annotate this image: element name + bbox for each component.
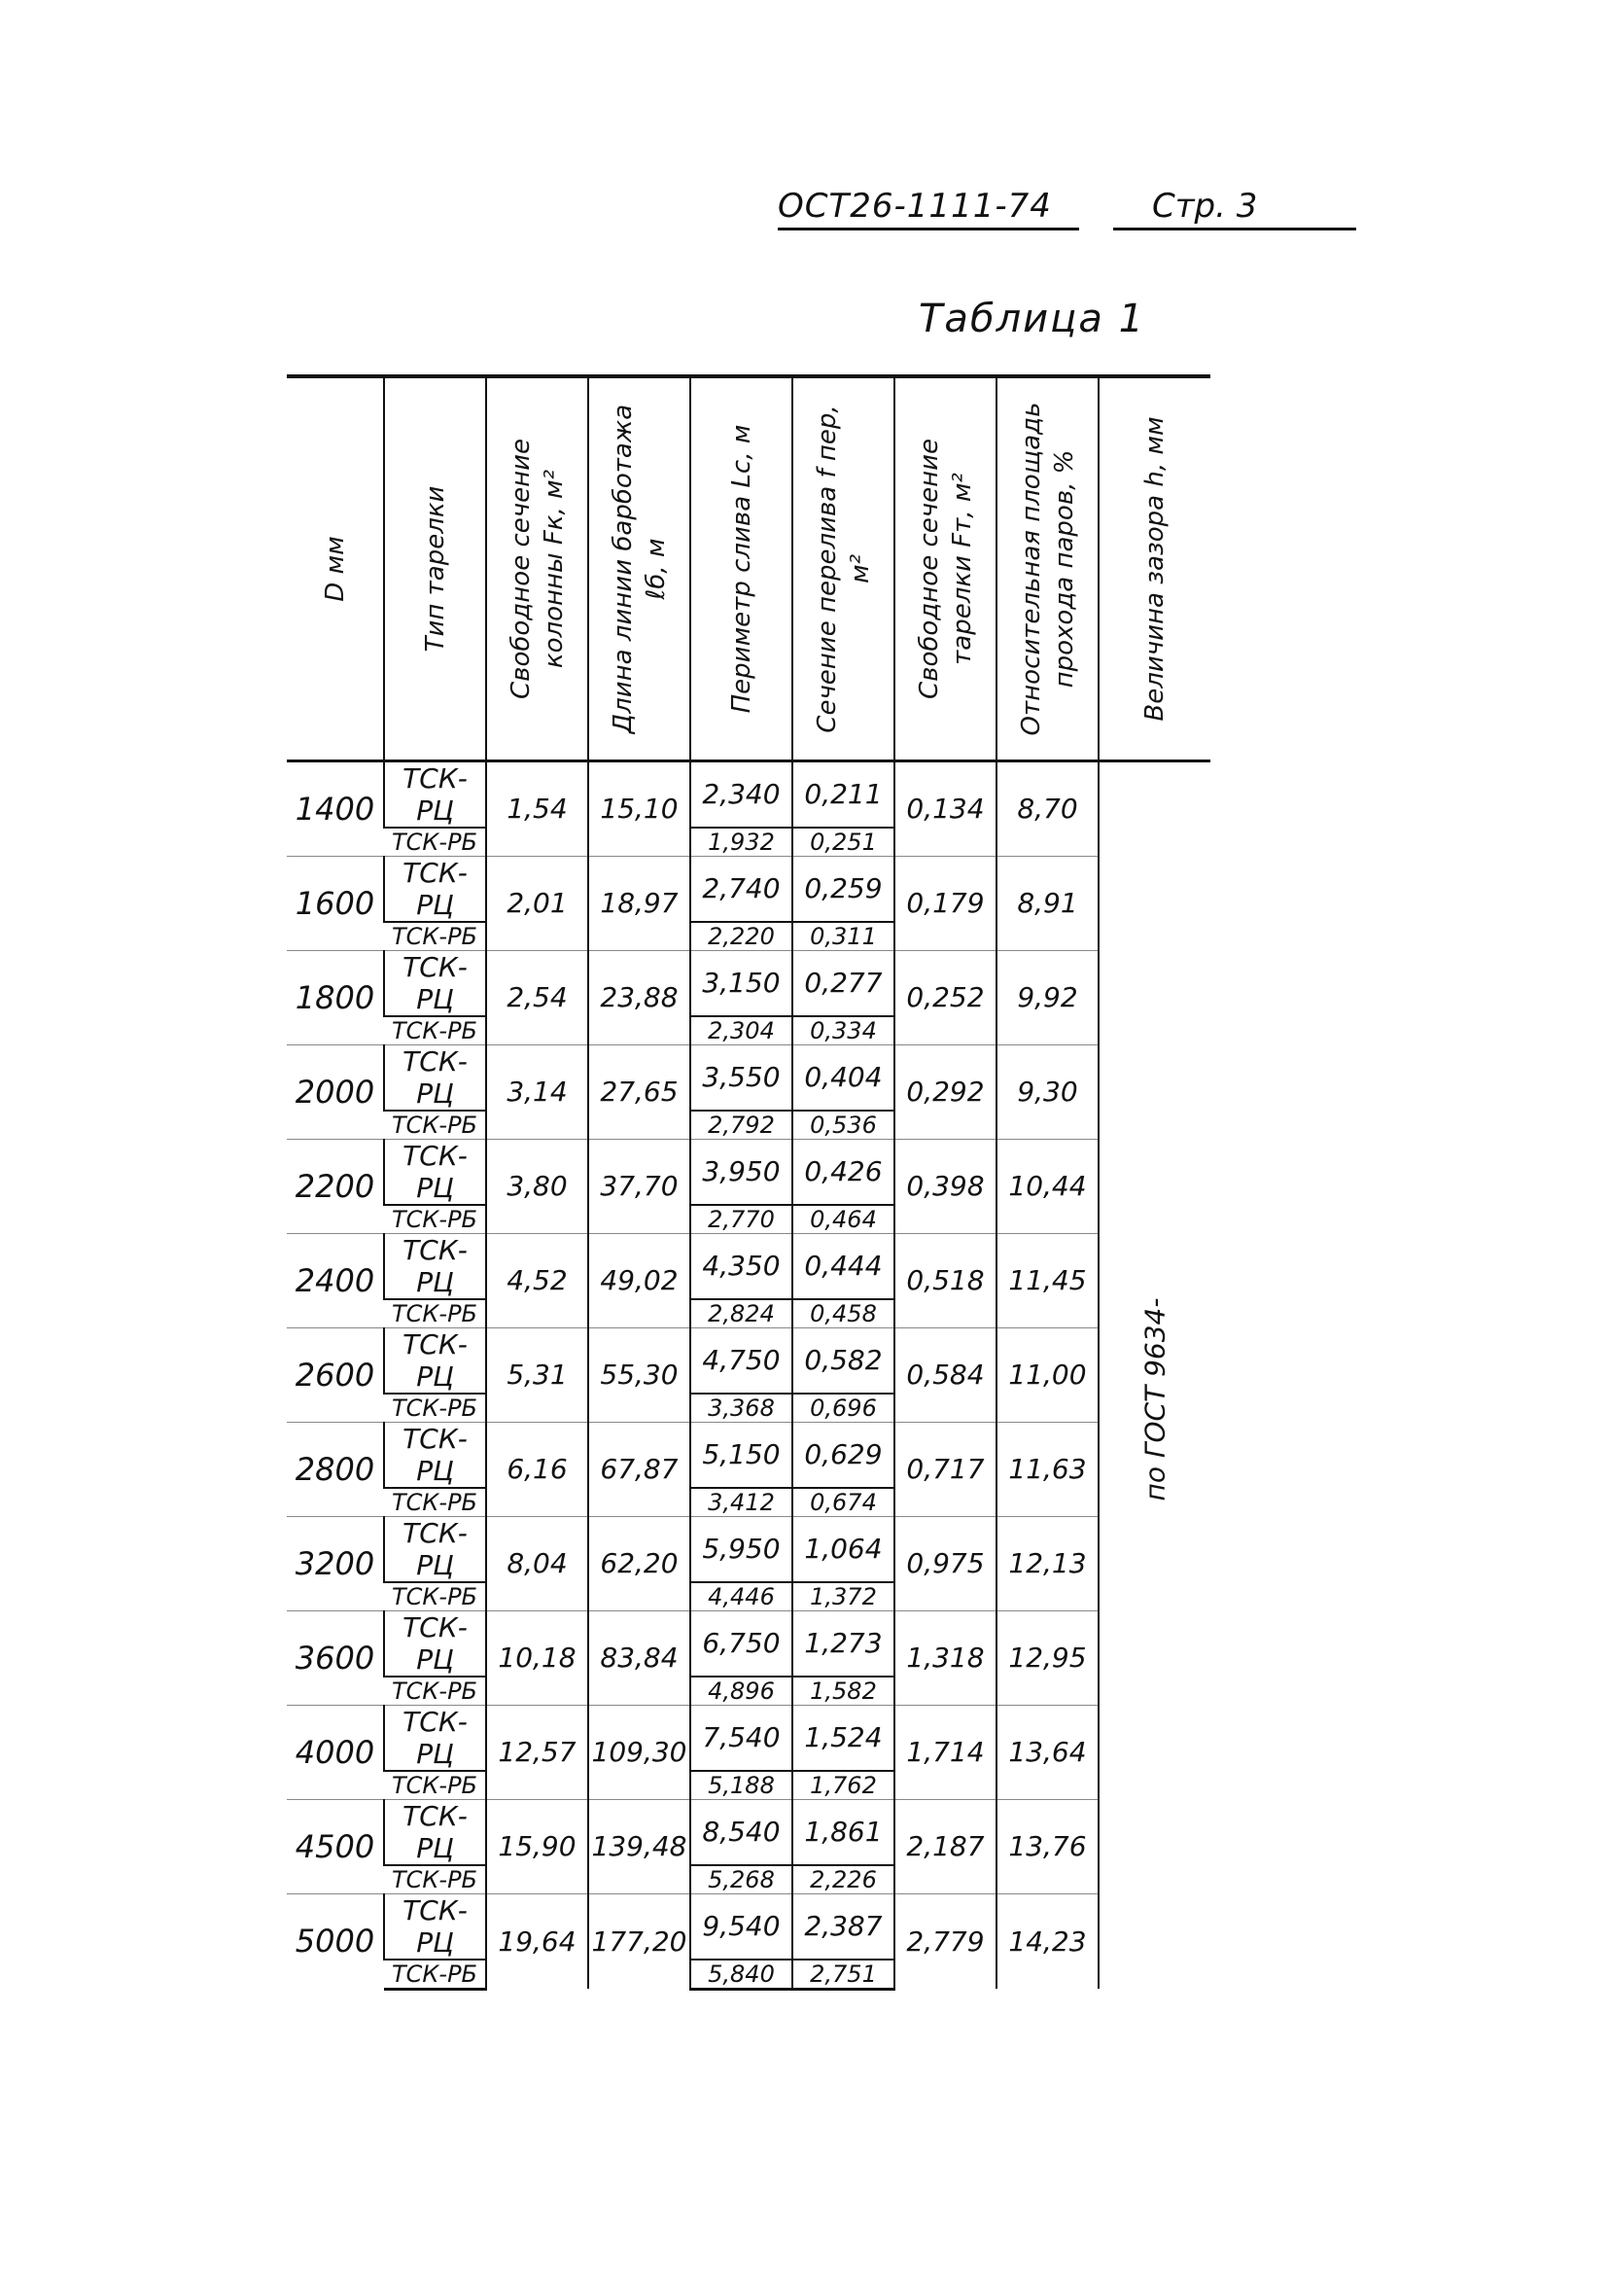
cell-diameter: 4000 — [287, 1705, 384, 1799]
cell-weir-perimeter: 3,950 — [690, 1139, 792, 1205]
table-row — [287, 856, 1210, 922]
cell-tray-section: 1,714 — [894, 1705, 996, 1799]
cell-diameter: 3600 — [287, 1610, 384, 1705]
cell-gap-note — [1099, 760, 1210, 1989]
col-header-weir-perimeter: Периметр слива Lс, м — [690, 376, 792, 760]
table-caption: Таблица 1 — [919, 297, 1146, 341]
cell-relative-area: 11,45 — [996, 1233, 1099, 1327]
cell-diameter: 2200 — [287, 1139, 384, 1233]
cell-tray-type: ТСК-РБ — [391, 1394, 478, 1422]
cell-tray-type: ТСК-РБ — [391, 1582, 478, 1610]
data-table — [287, 374, 1210, 1991]
cell-weir-perimeter: 8,540 — [690, 1799, 792, 1865]
cell-downcomer-section: 0,696 — [792, 1394, 894, 1423]
cell-downcomer-section: 0,334 — [792, 1016, 894, 1045]
cell-relative-area: 10,44 — [996, 1139, 1099, 1233]
table-row — [287, 1233, 1210, 1299]
cell-tray-type: ТСК-РЦ — [384, 1422, 486, 1488]
table-row — [287, 1893, 1210, 1960]
table-body — [287, 760, 1210, 1989]
cell-bubbling-line: 62,20 — [588, 1516, 690, 1610]
cell-downcomer-section: 2,226 — [792, 1865, 894, 1894]
cell-relative-area: 13,64 — [996, 1705, 1099, 1799]
cell-tray-type: ТСК-РЦ — [384, 1044, 486, 1111]
cell-tray-section: 0,134 — [894, 760, 996, 856]
cell-tray-type: ТСК-РБ — [391, 1771, 478, 1799]
cell-tray-type: ТСК-РЦ — [384, 1139, 486, 1205]
cell-tray-type: ТСК-РЦ — [384, 1327, 486, 1394]
cell-diameter: 2800 — [287, 1422, 384, 1516]
cell-diameter: 4500 — [287, 1799, 384, 1893]
cell-weir-perimeter: 5,188 — [690, 1771, 792, 1800]
cell-downcomer-section: 0,211 — [792, 760, 894, 828]
table-row — [287, 950, 1210, 1016]
cell-weir-perimeter: 3,412 — [690, 1488, 792, 1517]
cell-relative-area: 11,63 — [996, 1422, 1099, 1516]
col-header-bubbling-line: Длина линии барботажа ℓб, м — [588, 376, 690, 760]
col-header-downcomer-section: Сечение перелива f пер, м² — [792, 376, 894, 760]
cell-downcomer-section: 0,404 — [792, 1044, 894, 1111]
cell-tray-type: ТСК-РБ — [391, 1205, 478, 1233]
cell-weir-perimeter: 3,368 — [690, 1394, 792, 1423]
cell-column-section: 12,57 — [486, 1705, 588, 1799]
cell-weir-perimeter: 2,340 — [690, 760, 792, 828]
cell-relative-area: 14,23 — [996, 1893, 1099, 1989]
cell-weir-perimeter: 3,150 — [690, 950, 792, 1016]
cell-column-section: 19,64 — [486, 1893, 588, 1989]
cell-weir-perimeter: 4,896 — [690, 1677, 792, 1706]
table-row — [287, 1422, 1210, 1488]
cell-downcomer-section: 0,444 — [792, 1233, 894, 1299]
cell-tray-section: 0,975 — [894, 1516, 996, 1610]
cell-bubbling-line: 109,30 — [588, 1705, 690, 1799]
cell-downcomer-section: 2,751 — [792, 1960, 894, 1990]
cell-relative-area: 8,70 — [996, 760, 1099, 856]
gap-note-text: по ГОСТ 9634- — [1138, 1298, 1171, 1501]
cell-downcomer-section: 0,629 — [792, 1422, 894, 1488]
cell-weir-perimeter: 9,540 — [690, 1893, 792, 1960]
cell-downcomer-section: 0,251 — [792, 828, 894, 857]
cell-tray-type: ТСК-РЦ — [384, 760, 486, 828]
cell-bubbling-line: 23,88 — [588, 950, 690, 1044]
cell-tray-section: 0,252 — [894, 950, 996, 1044]
table-row — [287, 1610, 1210, 1677]
cell-tray-type: ТСК-РБ — [391, 1016, 478, 1044]
cell-bubbling-line: 67,87 — [588, 1422, 690, 1516]
cell-tray-type: ТСК-РБ — [391, 1111, 478, 1139]
cell-tray-type: ТСК-РЦ — [384, 950, 486, 1016]
cell-column-section: 15,90 — [486, 1799, 588, 1893]
cell-weir-perimeter: 2,824 — [690, 1299, 792, 1328]
document-code: ОСТ26-1111-74 — [778, 187, 1079, 230]
cell-bubbling-line: 55,30 — [588, 1327, 690, 1422]
cell-diameter: 3200 — [287, 1516, 384, 1610]
cell-diameter: 1600 — [287, 856, 384, 950]
page-number: Стр. 3 — [1113, 187, 1356, 230]
cell-downcomer-section: 0,259 — [792, 856, 894, 922]
cell-relative-area: 8,91 — [996, 856, 1099, 950]
cell-tray-type: ТСК-РБ — [391, 1488, 478, 1516]
cell-column-section: 4,52 — [486, 1233, 588, 1327]
cell-downcomer-section: 1,762 — [792, 1771, 894, 1800]
cell-bubbling-line: 15,10 — [588, 760, 690, 856]
cell-downcomer-section: 0,311 — [792, 922, 894, 951]
cell-column-section: 3,80 — [486, 1139, 588, 1233]
col-header-tray-type: Тип тарелки — [384, 376, 486, 760]
cell-column-section: 10,18 — [486, 1610, 588, 1705]
cell-downcomer-section: 0,277 — [792, 950, 894, 1016]
cell-downcomer-section: 1,064 — [792, 1516, 894, 1582]
cell-diameter: 1400 — [287, 760, 384, 856]
cell-tray-type: ТСК-РЦ — [384, 1610, 486, 1677]
cell-weir-perimeter: 1,932 — [690, 828, 792, 857]
cell-tray-type: ТСК-РЦ — [384, 1516, 486, 1582]
cell-diameter: 5000 — [287, 1893, 384, 1989]
cell-weir-perimeter: 2,770 — [690, 1205, 792, 1234]
cell-weir-perimeter: 4,750 — [690, 1327, 792, 1394]
col-header-diameter: D мм — [287, 376, 384, 760]
cell-weir-perimeter: 5,840 — [690, 1960, 792, 1990]
table-row — [287, 760, 1210, 828]
cell-bubbling-line: 18,97 — [588, 856, 690, 950]
cell-relative-area: 11,00 — [996, 1327, 1099, 1422]
cell-downcomer-section: 1,861 — [792, 1799, 894, 1865]
cell-weir-perimeter: 5,950 — [690, 1516, 792, 1582]
cell-tray-type: ТСК-РЦ — [384, 1893, 486, 1960]
cell-downcomer-section: 0,426 — [792, 1139, 894, 1205]
cell-weir-perimeter: 6,750 — [690, 1610, 792, 1677]
cell-tray-section: 1,318 — [894, 1610, 996, 1705]
cell-column-section: 1,54 — [486, 760, 588, 856]
table-row — [287, 1139, 1210, 1205]
cell-bubbling-line: 37,70 — [588, 1139, 690, 1233]
cell-downcomer-section: 0,458 — [792, 1299, 894, 1328]
cell-downcomer-section: 0,464 — [792, 1205, 894, 1234]
cell-relative-area: 12,13 — [996, 1516, 1099, 1610]
table-row — [287, 1705, 1210, 1771]
cell-tray-section: 2,187 — [894, 1799, 996, 1893]
cell-column-section: 2,01 — [486, 856, 588, 950]
cell-weir-perimeter: 4,350 — [690, 1233, 792, 1299]
cell-diameter: 2000 — [287, 1044, 384, 1139]
cell-downcomer-section: 1,372 — [792, 1582, 894, 1611]
cell-downcomer-section: 2,387 — [792, 1893, 894, 1960]
cell-downcomer-section: 1,524 — [792, 1705, 894, 1771]
cell-diameter: 1800 — [287, 950, 384, 1044]
cell-relative-area: 9,92 — [996, 950, 1099, 1044]
cell-column-section: 5,31 — [486, 1327, 588, 1422]
col-header-relative-area: Относительная площадь прохода паров, % — [996, 376, 1099, 760]
cell-tray-section: 0,717 — [894, 1422, 996, 1516]
cell-tray-type: ТСК-РБ — [391, 828, 478, 856]
cell-weir-perimeter: 2,304 — [690, 1016, 792, 1045]
cell-tray-type: ТСК-РБ — [384, 1960, 486, 1990]
cell-downcomer-section: 0,674 — [792, 1488, 894, 1517]
header-row — [287, 376, 1210, 760]
cell-weir-perimeter: 2,792 — [690, 1111, 792, 1140]
cell-bubbling-line: 49,02 — [588, 1233, 690, 1327]
cell-bubbling-line: 139,48 — [588, 1799, 690, 1893]
cell-tray-type: ТСК-РЦ — [384, 1799, 486, 1865]
cell-bubbling-line: 83,84 — [588, 1610, 690, 1705]
cell-tray-section: 2,779 — [894, 1893, 996, 1989]
cell-weir-perimeter: 5,150 — [690, 1422, 792, 1488]
table-row — [287, 1044, 1210, 1111]
cell-bubbling-line: 177,20 — [588, 1893, 690, 1989]
cell-tray-type: ТСК-РЦ — [384, 856, 486, 922]
cell-downcomer-section: 0,536 — [792, 1111, 894, 1140]
col-header-tray-section: Свободное сечение тарелки Fт, м² — [894, 376, 996, 760]
cell-weir-perimeter: 7,540 — [690, 1705, 792, 1771]
cell-tray-type: ТСК-РБ — [391, 1677, 478, 1705]
cell-tray-type: ТСК-РЦ — [384, 1705, 486, 1771]
cell-diameter: 2600 — [287, 1327, 384, 1422]
cell-weir-perimeter: 4,446 — [690, 1582, 792, 1611]
cell-column-section: 6,16 — [486, 1422, 588, 1516]
cell-tray-section: 0,398 — [894, 1139, 996, 1233]
col-header-column-section: Свободное сечение колонны Fк, м² — [486, 376, 588, 760]
table-row — [287, 1799, 1210, 1865]
cell-relative-area: 9,30 — [996, 1044, 1099, 1139]
cell-column-section: 8,04 — [486, 1516, 588, 1610]
cell-tray-type: ТСК-РБ — [391, 1865, 478, 1893]
cell-weir-perimeter: 3,550 — [690, 1044, 792, 1111]
cell-tray-type: ТСК-РБ — [391, 922, 478, 950]
cell-relative-area: 12,95 — [996, 1610, 1099, 1705]
cell-tray-section: 0,584 — [894, 1327, 996, 1422]
table-row — [287, 1327, 1210, 1394]
cell-weir-perimeter: 2,740 — [690, 856, 792, 922]
cell-weir-perimeter: 5,268 — [690, 1865, 792, 1894]
cell-relative-area: 13,76 — [996, 1799, 1099, 1893]
cell-weir-perimeter: 2,220 — [690, 922, 792, 951]
table-row — [287, 1516, 1210, 1582]
cell-downcomer-section: 1,273 — [792, 1610, 894, 1677]
cell-column-section: 3,14 — [486, 1044, 588, 1139]
cell-downcomer-section: 0,582 — [792, 1327, 894, 1394]
cell-diameter: 2400 — [287, 1233, 384, 1327]
cell-tray-type: ТСК-РЦ — [384, 1233, 486, 1299]
cell-tray-section: 0,292 — [894, 1044, 996, 1139]
col-header-gap: Величина зазора h, мм — [1099, 376, 1210, 760]
cell-tray-type: ТСК-РБ — [391, 1299, 478, 1327]
cell-bubbling-line: 27,65 — [588, 1044, 690, 1139]
cell-downcomer-section: 1,582 — [792, 1677, 894, 1706]
cell-tray-section: 0,518 — [894, 1233, 996, 1327]
cell-tray-section: 0,179 — [894, 856, 996, 950]
cell-column-section: 2,54 — [486, 950, 588, 1044]
